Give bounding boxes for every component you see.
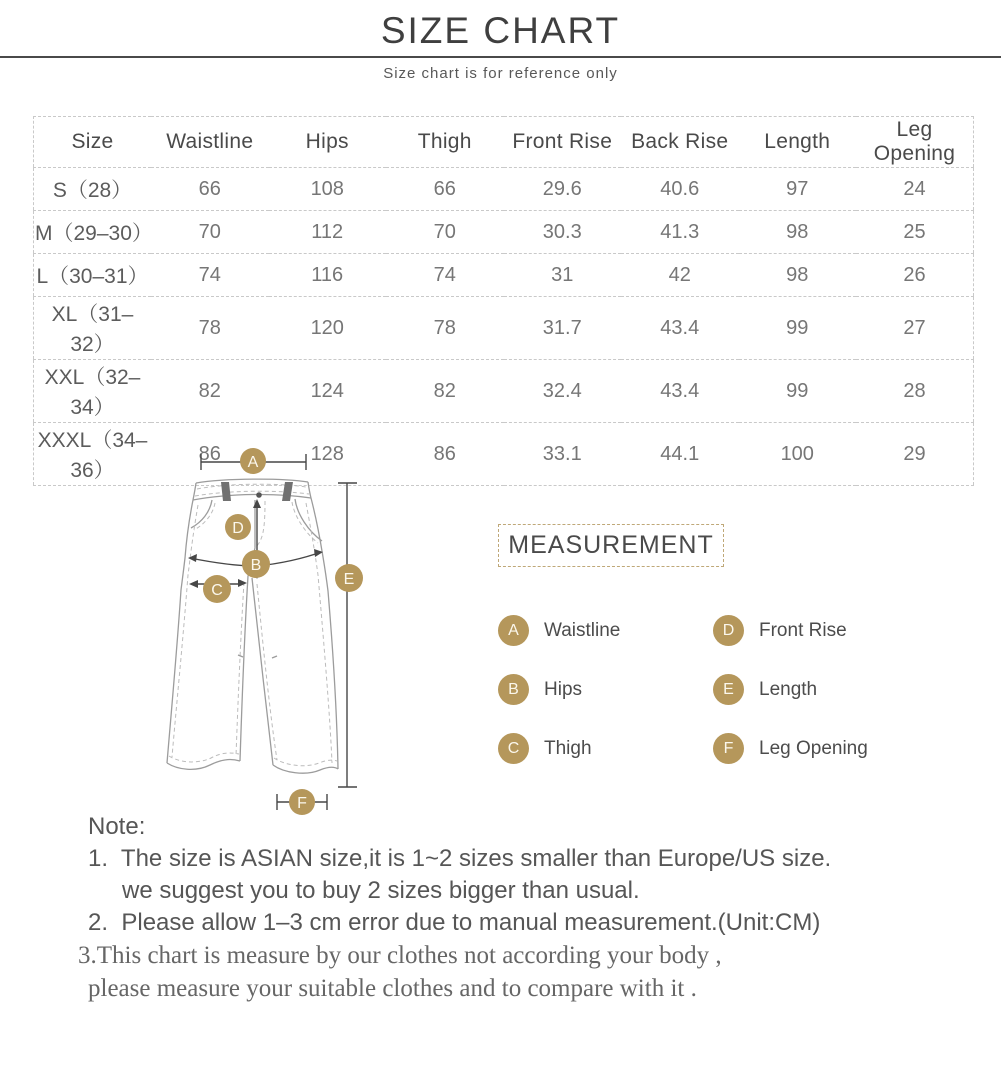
table-cell: S（28） xyxy=(34,168,152,211)
front-rise-badge: D xyxy=(713,615,744,646)
pants-measurement-diagram xyxy=(138,438,383,828)
legend-item-leg-opening xyxy=(713,733,868,764)
note-line-1: 1. The size is ASIAN size,it is 1~2 sizes smaller than Europe/US size. xyxy=(88,845,832,872)
col-header-hips: Hips xyxy=(269,117,387,168)
table-cell: 78 xyxy=(386,297,504,360)
table-cell: 99 xyxy=(739,297,857,360)
table-cell: 43.4 xyxy=(621,360,739,423)
table-row-xxl xyxy=(34,360,974,423)
table-cell: 70 xyxy=(151,211,269,254)
table-cell: 24 xyxy=(856,168,974,211)
title-divider xyxy=(0,56,1001,58)
col-header-length: Length xyxy=(739,117,857,168)
table-cell: XXL（32–34） xyxy=(34,360,152,423)
note-line-2: 2. Please allow 1–3 cm error due to manual measurement.(Unit:CM) xyxy=(88,909,821,936)
measurement-title-box xyxy=(498,524,724,567)
table-row-s xyxy=(34,168,974,211)
legend-item-length xyxy=(713,674,817,705)
length-badge: E xyxy=(713,674,744,705)
pants-outline-art xyxy=(167,479,338,773)
note-line-3: 3.This chart is measure by our clothes not according your body , xyxy=(78,942,722,969)
note-line-1-continued: we suggest you to buy 2 sizes bigger than usual. xyxy=(122,877,640,904)
waistline-badge: A xyxy=(498,615,529,646)
table-cell: 86 xyxy=(386,423,504,486)
table-row-xl xyxy=(34,297,974,360)
table-cell: 70 xyxy=(386,211,504,254)
table-cell: 116 xyxy=(269,254,387,297)
table-cell: 28 xyxy=(856,360,974,423)
table-cell: 30.3 xyxy=(504,211,622,254)
table-cell: L（30–31） xyxy=(34,254,152,297)
table-cell: 33.1 xyxy=(504,423,622,486)
table-cell: 82 xyxy=(386,360,504,423)
table-cell: 31 xyxy=(504,254,622,297)
table-cell: 25 xyxy=(856,211,974,254)
table-cell: 78 xyxy=(151,297,269,360)
leg-opening-badge: F xyxy=(713,733,744,764)
col-header-thigh: Thigh xyxy=(386,117,504,168)
thigh-badge: C xyxy=(498,733,529,764)
table-cell: 66 xyxy=(386,168,504,211)
table-cell: XL（31–32） xyxy=(34,297,152,360)
table-cell: 128 xyxy=(269,423,387,486)
table-cell: 98 xyxy=(739,254,857,297)
table-cell: 31.7 xyxy=(504,297,622,360)
legend-item-hips xyxy=(498,674,582,705)
table-cell: 40.6 xyxy=(621,168,739,211)
note-heading: Note: xyxy=(88,813,146,840)
legend-item-waistline xyxy=(498,615,620,646)
legend-label: Waistline xyxy=(544,619,621,641)
table-cell: 120 xyxy=(269,297,387,360)
measurement-title: MEASUREMENT xyxy=(508,531,714,559)
legend-label: Length xyxy=(759,678,818,700)
table-row-m xyxy=(34,211,974,254)
table-cell: 108 xyxy=(269,168,387,211)
table-cell: 74 xyxy=(151,254,269,297)
table-cell: 29.6 xyxy=(504,168,622,211)
leg-opening-marker-letter: F xyxy=(297,795,307,812)
front-rise-marker-letter: D xyxy=(232,520,244,537)
table-cell: 66 xyxy=(151,168,269,211)
table-cell: 44.1 xyxy=(621,423,739,486)
table-cell: 32.4 xyxy=(504,360,622,423)
size-table xyxy=(33,116,974,486)
table-cell: 42 xyxy=(621,254,739,297)
table-cell: 97 xyxy=(739,168,857,211)
table-cell: XXXL（34–36） xyxy=(34,423,152,486)
table-cell: 41.3 xyxy=(621,211,739,254)
table-cell: 82 xyxy=(151,360,269,423)
table-cell: 86 xyxy=(151,423,269,486)
table-cell: 29 xyxy=(856,423,974,486)
legend-label: Leg Opening xyxy=(759,737,868,759)
table-cell: 43.4 xyxy=(621,297,739,360)
col-header-leg-opening: Leg Opening xyxy=(856,117,974,168)
table-cell: 27 xyxy=(856,297,974,360)
page-subtitle: Size chart is for reference only xyxy=(383,65,618,82)
table-cell: 99 xyxy=(739,360,857,423)
table-cell: 74 xyxy=(386,254,504,297)
table-cell: 26 xyxy=(856,254,974,297)
table-cell: 112 xyxy=(269,211,387,254)
legend-item-thigh xyxy=(498,733,592,764)
col-header-back-rise: Back Rise xyxy=(621,117,739,168)
hips-badge: B xyxy=(498,674,529,705)
col-header-size: Size xyxy=(34,117,152,168)
table-cell: 98 xyxy=(739,211,857,254)
table-cell: 124 xyxy=(269,360,387,423)
size-table-header-row xyxy=(34,117,974,168)
legend-label: Thigh xyxy=(544,737,592,759)
page-title: SIZE CHART xyxy=(380,10,621,51)
table-cell: 100 xyxy=(739,423,857,486)
length-marker-letter: E xyxy=(343,571,355,588)
note-line-3-continued: please measure your suitable clothes and to compare with it . xyxy=(88,975,697,1002)
waistline-marker-letter: A xyxy=(247,454,259,471)
legend-item-front-rise xyxy=(713,615,847,646)
col-header-front-rise: Front Rise xyxy=(504,117,622,168)
hips-marker-letter: B xyxy=(250,557,262,574)
legend-label: Front Rise xyxy=(759,619,847,641)
col-header-waistline: Waistline xyxy=(151,117,269,168)
table-cell: M（29–30） xyxy=(34,211,152,254)
table-row-l xyxy=(34,254,974,297)
legend-label: Hips xyxy=(544,678,583,700)
thigh-marker-letter: C xyxy=(211,582,223,599)
